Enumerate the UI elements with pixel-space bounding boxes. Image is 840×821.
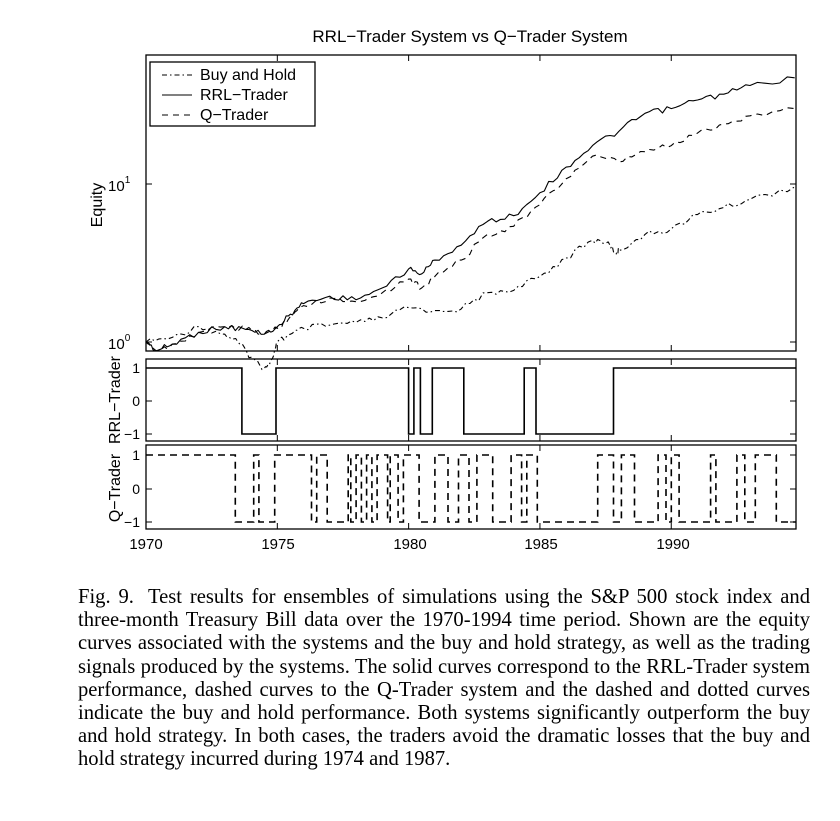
q-tick-0: 0 (132, 481, 140, 497)
figure-caption (78, 586, 810, 772)
rrl-signal-line (146, 368, 796, 434)
rrl-tick-1: 1 (132, 360, 140, 376)
legend-label-q-trader: Q−Trader (200, 107, 269, 124)
figure-number: Fig. 9. (78, 586, 134, 608)
legend-label-buy-and-hold: Buy and Hold (200, 67, 297, 84)
equity-y-label: Equity (89, 182, 106, 228)
x-tick-label-1975: 1975 (261, 536, 295, 553)
x-tick-label-1980: 1980 (393, 536, 427, 553)
rrl-signal-y-label: RRL−Trader (107, 356, 124, 444)
x-tick-label-1985: 1985 (524, 536, 558, 553)
rrl-signal-y-ticks (146, 368, 796, 434)
x-tick-label-1990: 1990 (656, 536, 690, 553)
rrl-tick-0: 0 (132, 393, 140, 409)
legend (150, 62, 315, 126)
rrl-signal-panel-frame (146, 359, 796, 441)
equity-y-ticks (146, 184, 796, 342)
q-signal-y-label: Q−Trader (107, 453, 124, 523)
rrl-tick-neg1: −1 (124, 426, 140, 442)
y-tick-10-1: $10^1$ (108, 175, 131, 195)
q-signal-panel-frame (146, 445, 796, 529)
q-signal-y-ticks (146, 455, 796, 522)
series-line-q-trader (146, 108, 795, 351)
caption-text: Test results for ensembles of simulations using the S&P 500 stock index and three-month Treasury Bill data over the 1970-1994 time period. Shown are the equity curves associated with the systems and the buy and hold strategy, as well as the trading signals produced by the systems. The solid curves correspond to the RRL-Trader system performance, dashed curves to the Q-Trader system and the dashed and dotted curves indicate the buy and hold performance. Both systems significantly outperform the buy and hold strategy. In both cases, the traders avoid the dramatic losses that the buy and hold strategy incurred during 1974 and 1987. (78, 586, 810, 771)
legend-label-rrl-trader: RRL−Trader (200, 87, 288, 104)
q-tick-1: 1 (132, 447, 140, 463)
chart-title: RRL−Trader System vs Q−Trader System (312, 27, 628, 46)
q-signal-line (146, 455, 796, 522)
q-tick-neg1: −1 (124, 514, 140, 530)
series-line-buy-and-hold (146, 187, 795, 370)
y-tick-10-0: $10^0$ (108, 333, 131, 353)
x-tick-label-1970: 1970 (129, 536, 163, 553)
